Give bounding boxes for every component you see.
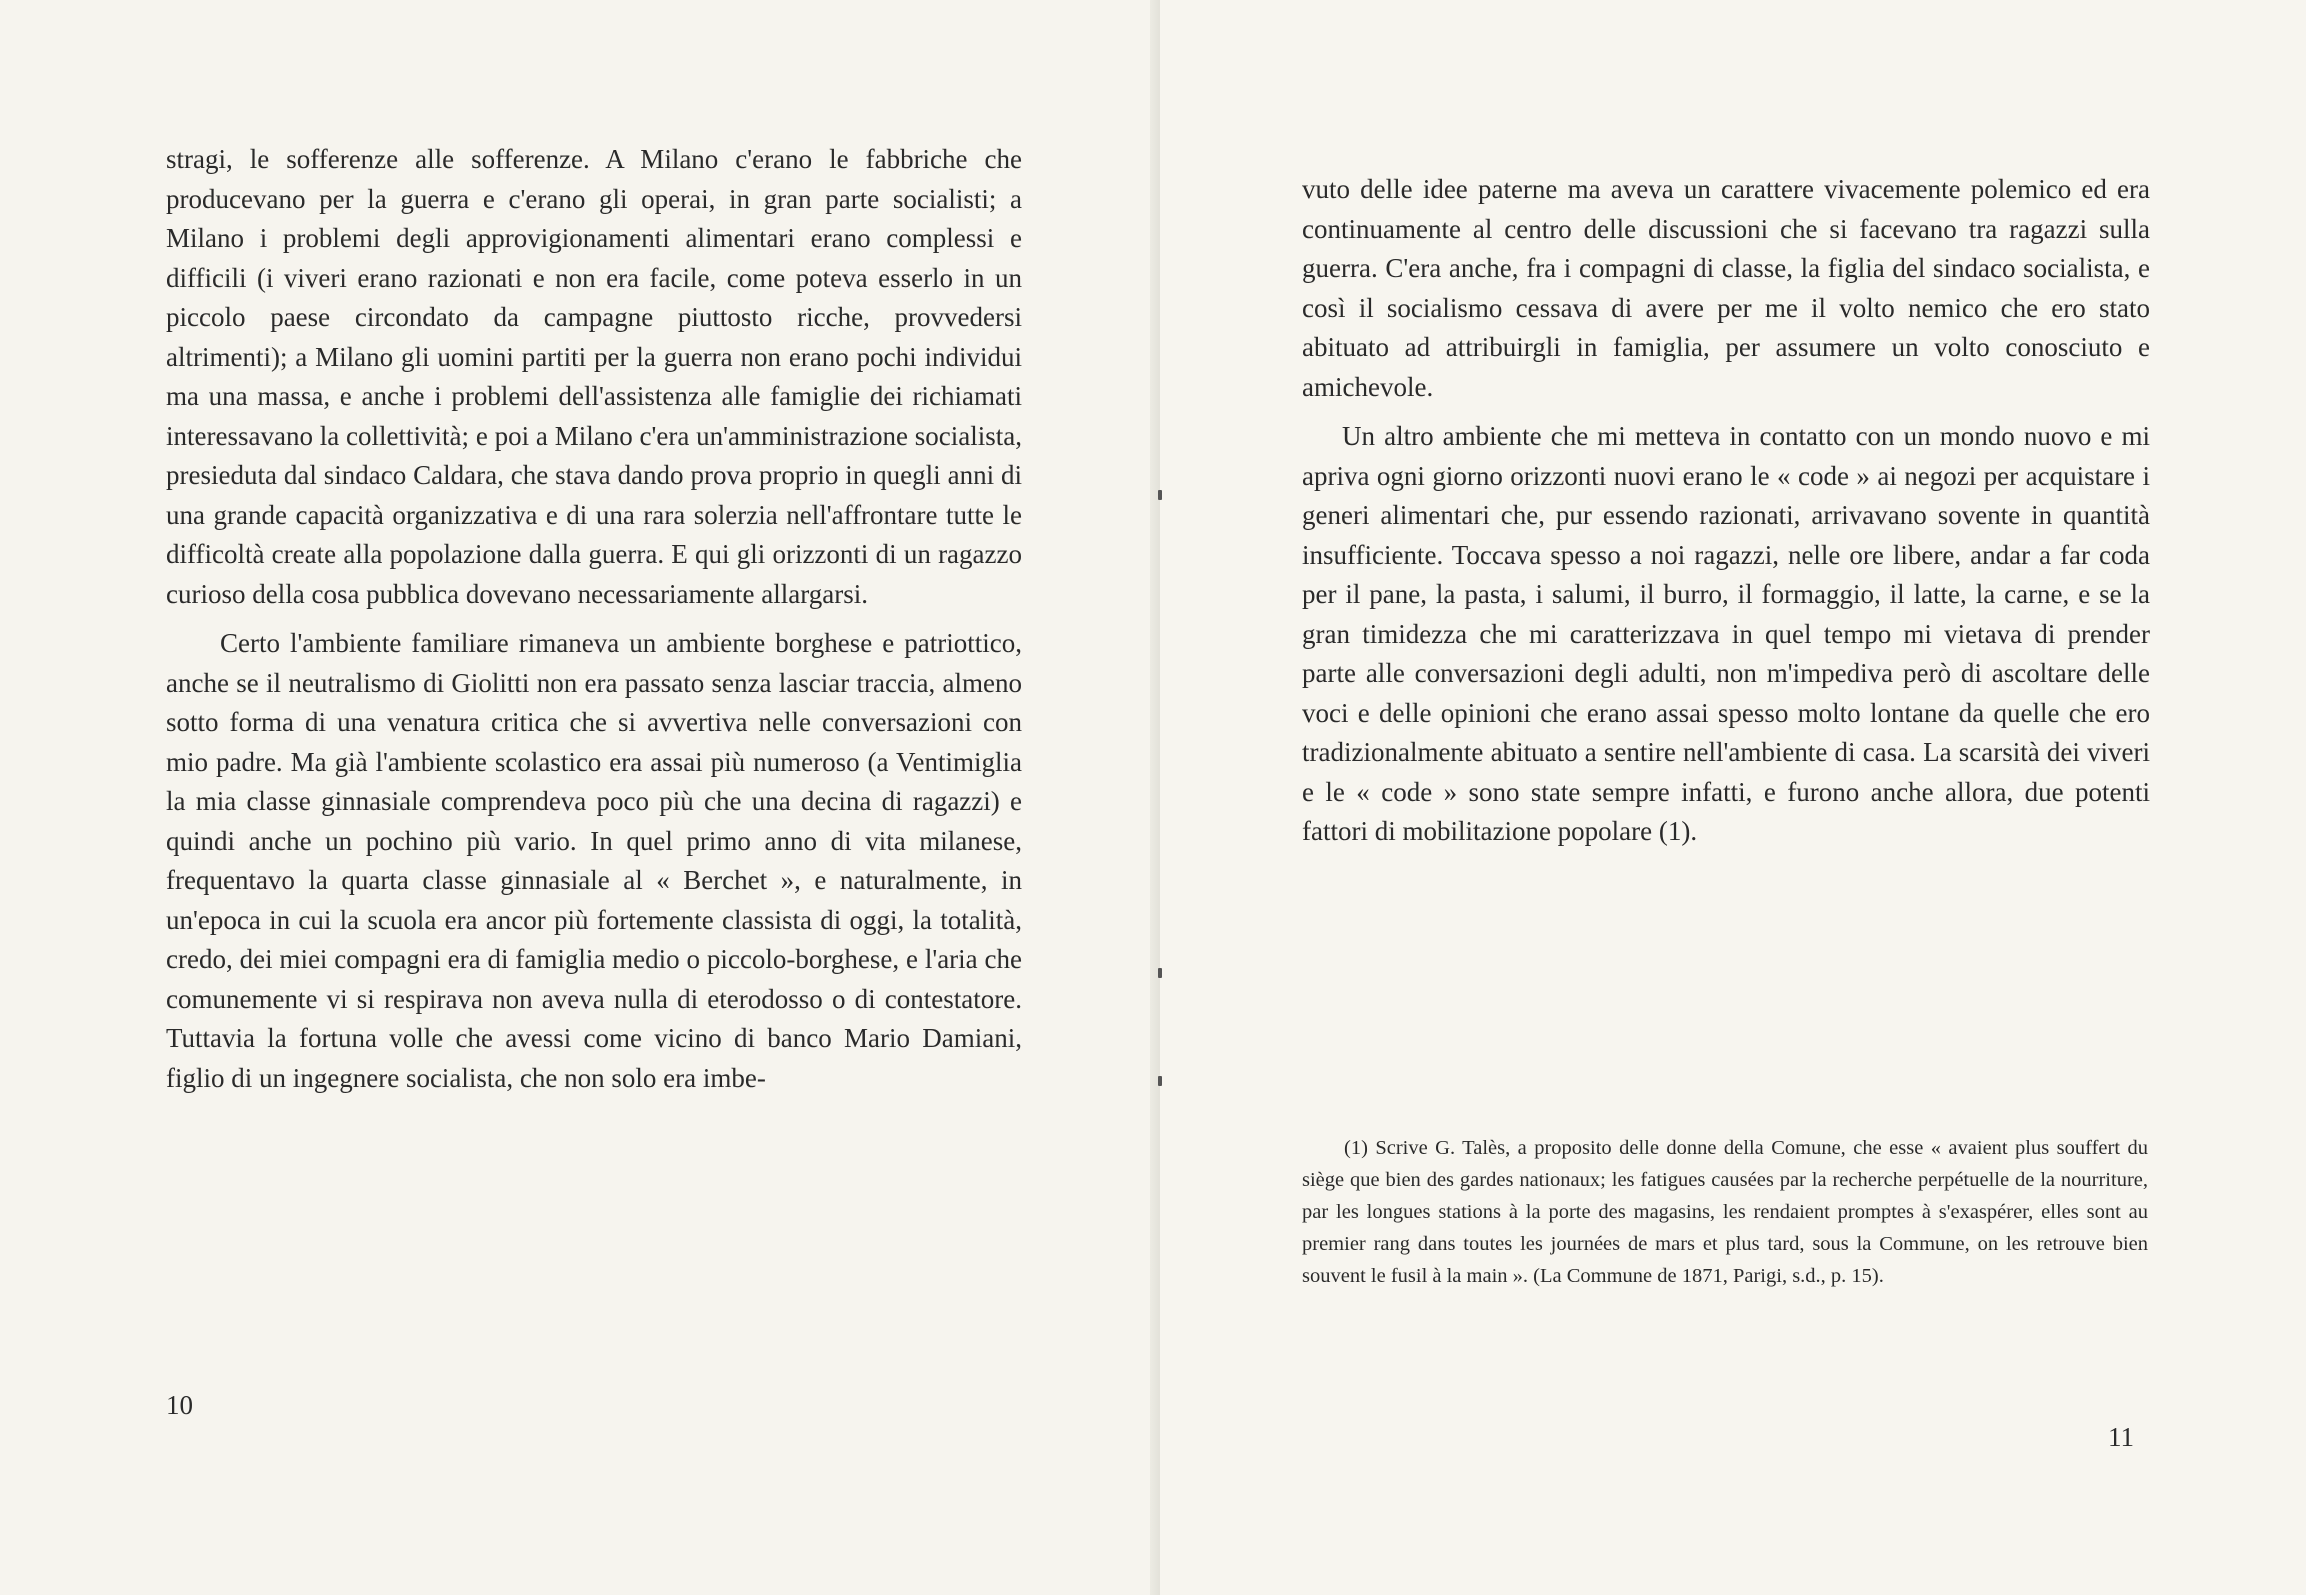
right-paragraph-2: Un altro ambiente che mi metteva in contatto con un mondo nuovo e mi apriva ogni giorno orizzonti nuovi erano le « code » ai negozi per acquistare i generi alimentari che, pur essendo razionati, arrivavano sovente in quantità insufficiente. Toccava spesso a noi ragazzi, nelle ore libere, andar a far coda per il pane, la pasta, i salumi, il burro, il formaggio, il latte, la carne, e se la gran timidezza che mi caratterizzava in quel tempo mi vietava di prender parte alle conversazioni degli adulti, non m'impediva però di ascoltare delle voci e delle opinioni che erano assai spesso molto lontane da quelle che ero tradizionalmente abituato a sentire nell'ambiente di casa. La scarsità dei viveri e le « code » sono state sempre infatti, e furono anche allora, due potenti fattori di mobilitazione popolare (1). xyxy=(1302,421,2150,846)
right-page-body xyxy=(1302,170,2150,852)
gutter-mark xyxy=(1158,490,1162,500)
right-paragraph-1: vuto delle idee paterne ma aveva un carattere vivacemente polemico ed era continuamente al centro delle discussioni che si facevano tra ragazzi sulla guerra. C'era anche, fra i compagni di classe, la figlia del sindaco socialista, e così il socialismo cessava di avere per me il volto nemico che ero stato abituato ad attribuirgli in famiglia, per assumere un volto conosciuto e amichevole. xyxy=(1302,174,2150,402)
left-paragraph-2: Certo l'ambiente familiare rimaneva un ambiente borghese e patriottico, anche se il neutralismo di Giolitti non era passato senza lasciar traccia, almeno sotto forma di una venatura critica che si avvertiva nelle conversazioni con mio padre. Ma già l'ambiente scolastico era assai più numeroso (a Ventimiglia la mia classe ginnasiale comprendeva poco più che una decina di ragazzi) e quindi anche un pochino più vario. In quel primo anno di vita milanese, frequentavo la quarta classe ginnasiale al « Berchet », e naturalmente, in un'epoca in cui la scuola era ancor più fortemente classista di oggi, la totalità, credo, dei miei compagni era di famiglia medio o piccolo-borghese, e l'aria che comunemente vi si respirava non aveva nulla di eterodosso o di contestatore. Tuttavia la fortuna volle che avessi come vicino di banco Mario Damiani, figlio di un ingegnere socialista, che non solo era imbe- xyxy=(166,628,1022,1093)
page-number-right: 11 xyxy=(2108,1422,2134,1452)
left-page-body xyxy=(166,140,1022,1098)
gutter-mark xyxy=(1158,968,1162,978)
footnote: (1) Scrive G. Talès, a proposito delle donne della Comune, che esse « avaient plus souffert du siège que bien des gardes nationaux; les fatigues causées par la recherche perpétuelle de la nourriture, par les longues stations à la porte des magasins, les rendaient promptes à s'exaspérer, elles sont au premier rang dans toutes les journées de mars et plus tard, sous la Commune, on les retrouve bien souvent le fusil à la main ». (La Commune de 1871, Parigi, s.d., p. 15). xyxy=(1302,1137,2148,1287)
page-number-left: 10 xyxy=(166,1390,193,1420)
left-paragraph-1: stragi, le sofferenze alle sofferenze. A Milano c'erano le fabbriche che producevano per la guerra e c'erano gli operai, in gran parte socialisti; a Milano i problemi degli approvigionamenti alimentari erano complessi e difficili (i viveri erano razionati e non era facile, come poteva esserlo in un piccolo paese circondato da campagne piuttosto ricche, provvedersi altrimenti); a Milano gli uomini partiti per la guerra non erano pochi individui ma una massa, e anche i problemi dell'assistenza alle famiglie dei richiamati interessavano la collettività; e poi a Milano c'era un'amministrazione socialista, presieduta dal sindaco Caldara, che stava dando prova proprio in quegli anni di una grande capacità organizzativa e di una rara solerzia nell'affrontare tutte le difficoltà create alla popolazione dalla guerra. E qui gli orizzonti di un ragazzo curioso della cosa pubblica dovevano necessariamente allargarsi. xyxy=(166,144,1022,609)
gutter-mark xyxy=(1158,1076,1162,1086)
